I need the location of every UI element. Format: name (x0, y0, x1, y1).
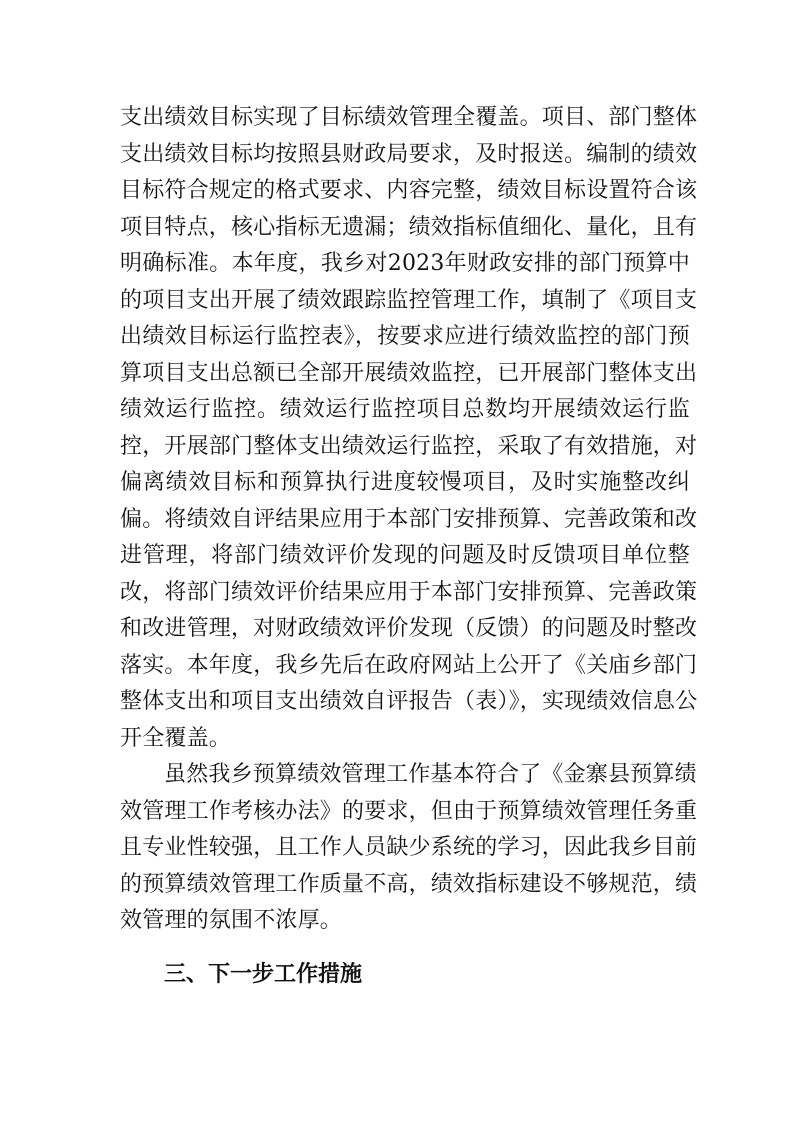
text-line: 且专业性较强，且工作人员缺少系统的学习，因此我乡目前 (120, 835, 698, 860)
body-text (120, 100, 698, 940)
text-line: 出绩效目标运行监控表》，按要求应进行绩效监控的部门预 (120, 324, 690, 349)
text-line: 目标符合规定的格式要求、内容完整，绩效目标设置符合该 (120, 178, 698, 203)
text-line: 开全覆盖。 (120, 725, 232, 751)
text-line: 支出绩效目标实现了目标绩效管理全覆盖。项目、部门整体 (120, 105, 698, 130)
text-line: 算项目支出总额已全部开展绩效监控，已开展部门整体支出 (120, 360, 698, 386)
text-line: 明确标准。本年度，我乡对2023年财政安排的部门预算中 (120, 251, 690, 276)
text-line: 控，开展部门整体支出绩效运行监控，采取了有效措施，对 (120, 433, 698, 459)
text-line: 落实。本年度，我乡先后在政府网站上公开了《关庙乡部门 (120, 652, 698, 678)
text-line: 的项目支出开展了绩效跟踪监控管理工作，填制了《项目支 (120, 287, 698, 313)
text-line: 支出绩效目标均按照县财政局要求，及时报送。编制的绩效 (120, 141, 698, 167)
section-heading: 三、下一步工作措施 (164, 962, 363, 987)
text-line: 效管理工作考核办法》的要求，但由于预算绩效管理任务重 (120, 798, 698, 824)
text-line: 虽然我乡预算绩效管理工作基本符合了《金寨县预算绩 (164, 762, 697, 787)
text-line: 和改进管理，对财政绩效评价发现（反馈）的问题及时整改 (120, 616, 698, 641)
paragraph-1 (120, 100, 698, 757)
text-line: 整体支出和项目支出绩效自评报告（表）》，实现绩效信息公 (120, 689, 698, 714)
text-line: 偏。将绩效自评结果应用于本部门安排预算、完善政策和改 (120, 506, 698, 532)
text-line: 改，将部门绩效评价结果应用于本部门安排预算、完善政策 (120, 579, 698, 605)
text-line: 偏离绩效目标和预算执行进度较慢项目，及时实施整改纠 (120, 470, 690, 495)
text-line: 绩效运行监控。绩效运行监控项目总数均开展绩效运行监 (120, 397, 690, 422)
text-line: 项目特点，核心指标无遗漏；绩效指标值细化、量化，且有 (120, 214, 698, 240)
text-line: 进管理，将部门绩效评价发现的问题及时反馈项目单位整 (120, 543, 690, 568)
paragraph-2 (120, 757, 698, 940)
text-line: 的预算绩效管理工作质量不高，绩效指标建设不够规范，绩 (120, 871, 698, 897)
text-line: 效管理的氛围不浓厚。 (120, 908, 343, 933)
